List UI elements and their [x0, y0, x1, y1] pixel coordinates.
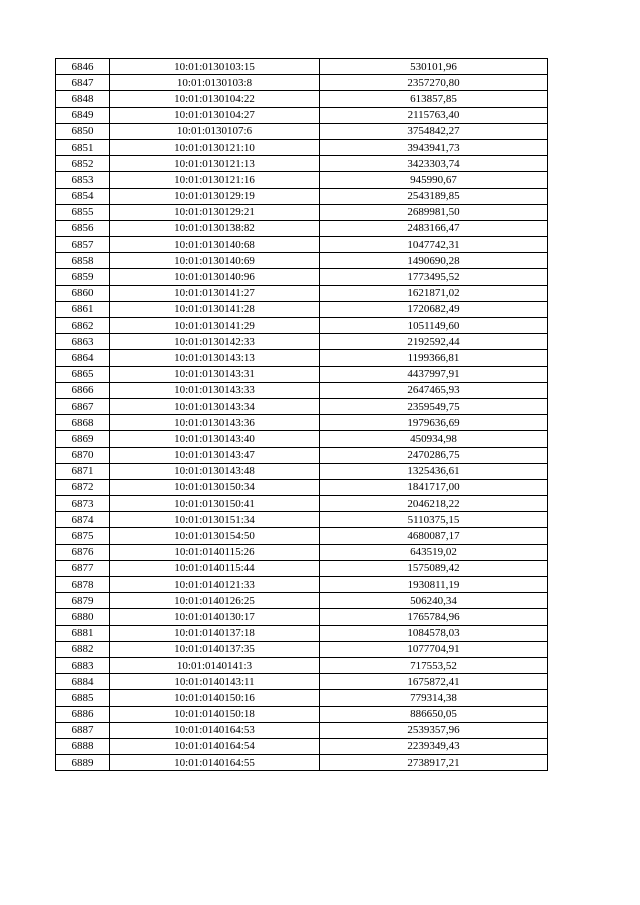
- table-row: [56, 123, 548, 139]
- value-cell: 1621871,02: [320, 285, 548, 301]
- row-number-cell: 6873: [56, 496, 110, 512]
- row-number-cell: 6862: [56, 318, 110, 334]
- value-cell: 1930811,19: [320, 577, 548, 593]
- row-number-cell: 6860: [56, 285, 110, 301]
- row-number-cell: 6877: [56, 560, 110, 576]
- value-cell: 1047742,31: [320, 237, 548, 253]
- table-row: [56, 496, 548, 512]
- cadastral-number-cell: 10:01:0130143:36: [110, 415, 320, 431]
- table-body: [56, 59, 548, 771]
- table-row: [56, 528, 548, 544]
- row-number-cell: 6854: [56, 188, 110, 204]
- value-cell: 1325436,61: [320, 463, 548, 479]
- table-row: [56, 382, 548, 398]
- value-cell: 717553,52: [320, 657, 548, 673]
- cadastral-number-cell: 10:01:0130103:8: [110, 75, 320, 91]
- value-cell: 1979636,69: [320, 415, 548, 431]
- value-cell: 2357270,80: [320, 75, 548, 91]
- value-cell: 2359549,75: [320, 398, 548, 414]
- value-cell: 643519,02: [320, 544, 548, 560]
- row-number-cell: 6848: [56, 91, 110, 107]
- row-number-cell: 6881: [56, 625, 110, 641]
- cadastral-number-cell: 10:01:0130150:34: [110, 479, 320, 495]
- row-number-cell: 6876: [56, 544, 110, 560]
- row-number-cell: 6884: [56, 674, 110, 690]
- value-cell: 1841717,00: [320, 479, 548, 495]
- value-cell: 2483166,47: [320, 220, 548, 236]
- cadastral-number-cell: 10:01:0130150:41: [110, 496, 320, 512]
- cadastral-number-cell: 10:01:0130143:40: [110, 431, 320, 447]
- cadastral-number-cell: 10:01:0130140:68: [110, 237, 320, 253]
- row-number-cell: 6878: [56, 577, 110, 593]
- cadastral-number-cell: 10:01:0130104:22: [110, 91, 320, 107]
- table-row: [56, 625, 548, 641]
- cadastral-number-cell: 10:01:0130143:33: [110, 382, 320, 398]
- cadastral-number-cell: 10:01:0130143:34: [110, 398, 320, 414]
- table-row: [56, 479, 548, 495]
- table-row: [56, 107, 548, 123]
- row-number-cell: 6850: [56, 123, 110, 139]
- value-cell: 2470286,75: [320, 447, 548, 463]
- table-row: [56, 560, 548, 576]
- cadastral-number-cell: 10:01:0130129:19: [110, 188, 320, 204]
- row-number-cell: 6851: [56, 139, 110, 155]
- value-cell: 4680087,17: [320, 528, 548, 544]
- row-number-cell: 6879: [56, 593, 110, 609]
- cadastral-number-cell: 10:01:0130129:21: [110, 204, 320, 220]
- cadastral-number-cell: 10:01:0130140:96: [110, 269, 320, 285]
- cadastral-number-cell: 10:01:0140137:18: [110, 625, 320, 641]
- row-number-cell: 6882: [56, 641, 110, 657]
- row-number-cell: 6886: [56, 706, 110, 722]
- row-number-cell: 6861: [56, 301, 110, 317]
- value-cell: 4437997,91: [320, 366, 548, 382]
- table-row: [56, 366, 548, 382]
- value-cell: 2192592,44: [320, 334, 548, 350]
- row-number-cell: 6889: [56, 755, 110, 771]
- row-number-cell: 6883: [56, 657, 110, 673]
- row-number-cell: 6847: [56, 75, 110, 91]
- row-number-cell: 6852: [56, 156, 110, 172]
- value-cell: 5110375,15: [320, 512, 548, 528]
- cadastral-number-cell: 10:01:0130121:10: [110, 139, 320, 155]
- row-number-cell: 6859: [56, 269, 110, 285]
- cadastral-number-cell: 10:01:0130121:16: [110, 172, 320, 188]
- table-row: [56, 447, 548, 463]
- table-row: [56, 463, 548, 479]
- cadastral-number-cell: 10:01:0140150:18: [110, 706, 320, 722]
- cadastral-number-cell: 10:01:0130154:50: [110, 528, 320, 544]
- table-row: [56, 334, 548, 350]
- cadastral-number-cell: 10:01:0130103:15: [110, 59, 320, 75]
- table-row: [56, 593, 548, 609]
- cadastral-number-cell: 10:01:0130141:27: [110, 285, 320, 301]
- value-cell: 1084578,03: [320, 625, 548, 641]
- value-cell: 2046218,22: [320, 496, 548, 512]
- table-row: [56, 674, 548, 690]
- row-number-cell: 6867: [56, 398, 110, 414]
- row-number-cell: 6857: [56, 237, 110, 253]
- row-number-cell: 6871: [56, 463, 110, 479]
- table-row: [56, 204, 548, 220]
- cadastral-number-cell: 10:01:0140126:25: [110, 593, 320, 609]
- value-cell: 1051149,60: [320, 318, 548, 334]
- value-cell: 1720682,49: [320, 301, 548, 317]
- cadastral-number-cell: 10:01:0130142:33: [110, 334, 320, 350]
- cadastral-number-cell: 10:01:0140121:33: [110, 577, 320, 593]
- table-row: [56, 415, 548, 431]
- cadastral-number-cell: 10:01:0140141:3: [110, 657, 320, 673]
- cadastral-number-cell: 10:01:0130104:27: [110, 107, 320, 123]
- row-number-cell: 6866: [56, 382, 110, 398]
- row-number-cell: 6856: [56, 220, 110, 236]
- row-number-cell: 6849: [56, 107, 110, 123]
- cadastral-number-cell: 10:01:0140137:35: [110, 641, 320, 657]
- table-row: [56, 706, 548, 722]
- cadastral-number-cell: 10:01:0130143:47: [110, 447, 320, 463]
- cadastral-number-cell: 10:01:0130151:34: [110, 512, 320, 528]
- value-cell: 450934,98: [320, 431, 548, 447]
- table-row: [56, 755, 548, 771]
- value-cell: 1575089,42: [320, 560, 548, 576]
- cadastral-number-cell: 10:01:0130143:31: [110, 366, 320, 382]
- row-number-cell: 6858: [56, 253, 110, 269]
- table-row: [56, 512, 548, 528]
- table-row: [56, 253, 548, 269]
- value-cell: 530101,96: [320, 59, 548, 75]
- cadastral-number-cell: 10:01:0140164:53: [110, 722, 320, 738]
- cadastral-number-cell: 10:01:0140164:55: [110, 755, 320, 771]
- value-cell: 506240,34: [320, 593, 548, 609]
- row-number-cell: 6864: [56, 350, 110, 366]
- value-cell: 2539357,96: [320, 722, 548, 738]
- table-row: [56, 59, 548, 75]
- table-row: [56, 285, 548, 301]
- table-row: [56, 301, 548, 317]
- table-row: [56, 657, 548, 673]
- value-cell: 886650,05: [320, 706, 548, 722]
- cadastral-number-cell: 10:01:0140115:44: [110, 560, 320, 576]
- table-row: [56, 156, 548, 172]
- table-row: [56, 738, 548, 754]
- row-number-cell: 6875: [56, 528, 110, 544]
- value-cell: 3423303,74: [320, 156, 548, 172]
- table-row: [56, 269, 548, 285]
- cadastral-number-cell: 10:01:0130143:13: [110, 350, 320, 366]
- cadastral-number-cell: 10:01:0130138:82: [110, 220, 320, 236]
- table-row: [56, 544, 548, 560]
- value-cell: 2115763,40: [320, 107, 548, 123]
- cadastral-number-cell: 10:01:0140130:17: [110, 609, 320, 625]
- table-row: [56, 722, 548, 738]
- value-cell: 2689981,50: [320, 204, 548, 220]
- table-row: [56, 398, 548, 414]
- cadastral-number-cell: 10:01:0130107:6: [110, 123, 320, 139]
- table-row: [56, 690, 548, 706]
- value-cell: 2738917,21: [320, 755, 548, 771]
- table-row: [56, 641, 548, 657]
- value-cell: 3754842,27: [320, 123, 548, 139]
- table-row: [56, 350, 548, 366]
- value-cell: 945990,67: [320, 172, 548, 188]
- cadastral-number-cell: 10:01:0140143:11: [110, 674, 320, 690]
- row-number-cell: 6874: [56, 512, 110, 528]
- value-cell: 1675872,41: [320, 674, 548, 690]
- table-row: [56, 609, 548, 625]
- value-cell: 2543189,85: [320, 188, 548, 204]
- table-row: [56, 172, 548, 188]
- row-number-cell: 6885: [56, 690, 110, 706]
- value-cell: 1490690,28: [320, 253, 548, 269]
- value-cell: 3943941,73: [320, 139, 548, 155]
- row-number-cell: 6863: [56, 334, 110, 350]
- table-row: [56, 220, 548, 236]
- cadastral-number-cell: 10:01:0130143:48: [110, 463, 320, 479]
- row-number-cell: 6887: [56, 722, 110, 738]
- cadastral-number-cell: 10:01:0130141:28: [110, 301, 320, 317]
- row-number-cell: 6880: [56, 609, 110, 625]
- value-cell: 2647465,93: [320, 382, 548, 398]
- table-row: [56, 91, 548, 107]
- value-cell: 1199366,81: [320, 350, 548, 366]
- table-row: [56, 237, 548, 253]
- table-row: [56, 318, 548, 334]
- table-row: [56, 139, 548, 155]
- value-cell: 2239349,43: [320, 738, 548, 754]
- cadastral-value-table: [55, 58, 548, 771]
- table-row: [56, 75, 548, 91]
- row-number-cell: 6853: [56, 172, 110, 188]
- cadastral-number-cell: 10:01:0130141:29: [110, 318, 320, 334]
- row-number-cell: 6855: [56, 204, 110, 220]
- cadastral-number-cell: 10:01:0140164:54: [110, 738, 320, 754]
- row-number-cell: 6868: [56, 415, 110, 431]
- cadastral-number-cell: 10:01:0140115:26: [110, 544, 320, 560]
- row-number-cell: 6872: [56, 479, 110, 495]
- row-number-cell: 6870: [56, 447, 110, 463]
- value-cell: 613857,85: [320, 91, 548, 107]
- value-cell: 1077704,91: [320, 641, 548, 657]
- value-cell: 779314,38: [320, 690, 548, 706]
- row-number-cell: 6869: [56, 431, 110, 447]
- value-cell: 1773495,52: [320, 269, 548, 285]
- cadastral-number-cell: 10:01:0130140:69: [110, 253, 320, 269]
- table-row: [56, 577, 548, 593]
- cadastral-number-cell: 10:01:0130121:13: [110, 156, 320, 172]
- row-number-cell: 6865: [56, 366, 110, 382]
- value-cell: 1765784,96: [320, 609, 548, 625]
- row-number-cell: 6888: [56, 738, 110, 754]
- table-row: [56, 188, 548, 204]
- cadastral-number-cell: 10:01:0140150:16: [110, 690, 320, 706]
- row-number-cell: 6846: [56, 59, 110, 75]
- table-row: [56, 431, 548, 447]
